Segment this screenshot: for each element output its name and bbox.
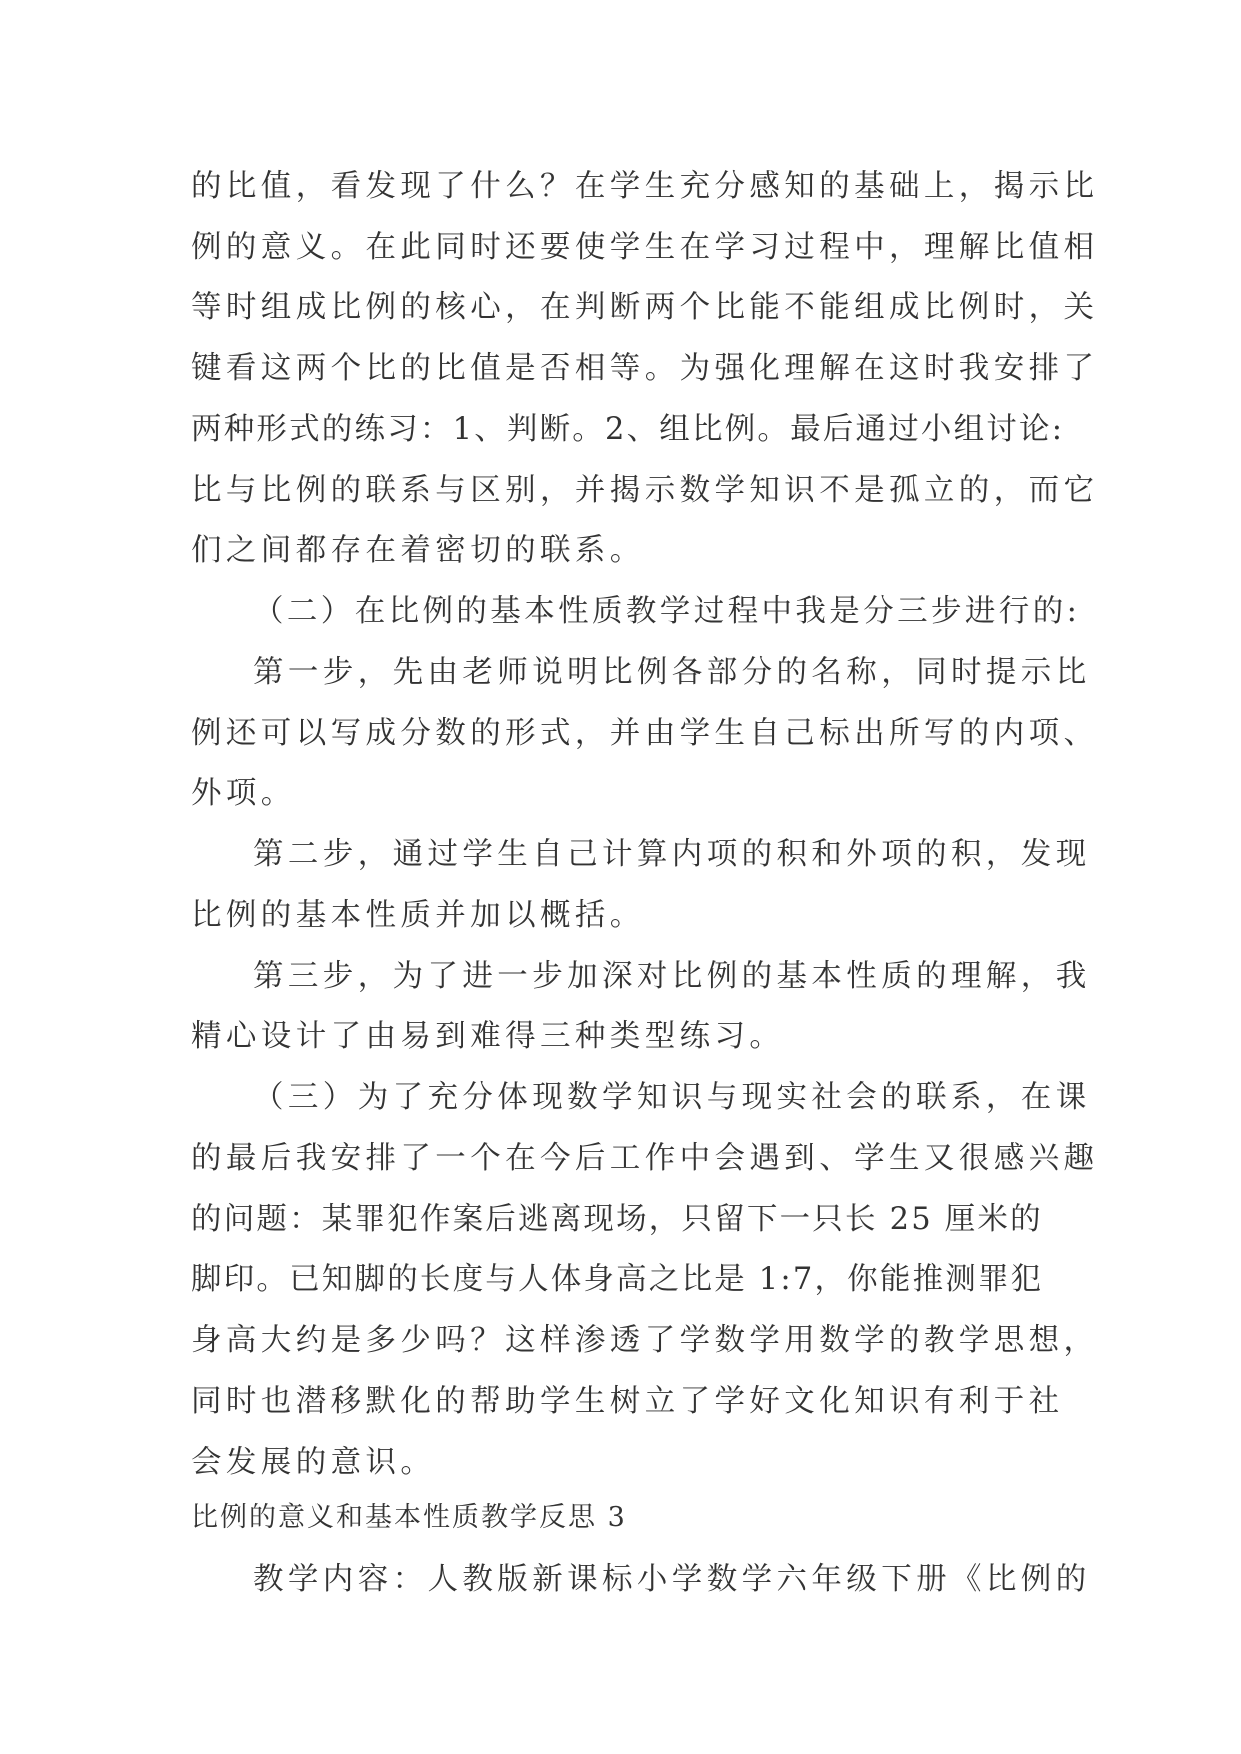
paragraph-line: 们之间都存在着密切的联系。 xyxy=(191,533,645,568)
paragraph-line: 的最后我安排了一个在今后工作中会遇到、学生又很感兴趣 xyxy=(191,1141,1099,1176)
paragraph-line: 例还可以写成分数的形式，并由学生自己标出所写的内项、 xyxy=(191,716,1099,751)
paragraph-line: 会发展的意识。 xyxy=(191,1445,436,1480)
paragraph-line: 两种形式的练习：1、判断。2、组比例。最后通过小组讨论: xyxy=(191,412,1065,447)
paragraph-line: 等时组成比例的核心，在判断两个比能不能组成比例时，关 xyxy=(191,290,1099,325)
paragraph-line: 身高大约是多少吗？这样渗透了学数学用数学的教学思想， xyxy=(191,1323,1099,1358)
paragraph-line: 第三步，为了进一步加深对比例的基本性质的理解，我 xyxy=(253,959,1091,994)
paragraph-line: （二）在比例的基本性质教学过程中我是分三步进行的: xyxy=(253,594,1081,629)
paragraph-line: 第一步，先由老师说明比例各部分的名称，同时提示比 xyxy=(253,655,1091,690)
paragraph-line: 精心设计了由易到难得三种类型练习。 xyxy=(191,1019,785,1054)
paragraph-line: 键看这两个比的比值是否相等。为强化理解在这时我安排了 xyxy=(191,351,1099,386)
paragraph-line: 教学内容：人教版新课标小学数学六年级下册《比例的 xyxy=(253,1562,1091,1597)
section-heading: 比例的意义和基本性质教学反思 3 xyxy=(191,1502,627,1533)
paragraph-line: 的问题：某罪犯作案后逃离现场，只留下一只长 25 厘米的 xyxy=(191,1202,1043,1237)
paragraph-line: 同时也潜移默化的帮助学生树立了学好文化知识有利于社 xyxy=(191,1384,1064,1419)
paragraph-line: 外项。 xyxy=(191,776,296,811)
paragraph-line: 例的意义。在此同时还要使学生在学习过程中，理解比值相 xyxy=(191,230,1099,265)
paragraph-line: 比与比例的联系与区别，并揭示数学知识不是孤立的，而它 xyxy=(191,473,1099,508)
paragraph-line: 的比值，看发现了什么？在学生充分感知的基础上，揭示比 xyxy=(191,169,1099,204)
paragraph-line: 第二步，通过学生自己计算内项的积和外项的积，发现 xyxy=(253,837,1091,872)
paragraph-line: 脚印。已知脚的长度与人体身高之比是 1:7，你能推测罪犯 xyxy=(191,1262,1044,1297)
paragraph-line: （三）为了充分体现数学知识与现实社会的联系，在课 xyxy=(253,1080,1091,1115)
paragraph-line: 比例的基本性质并加以概括。 xyxy=(191,898,645,933)
